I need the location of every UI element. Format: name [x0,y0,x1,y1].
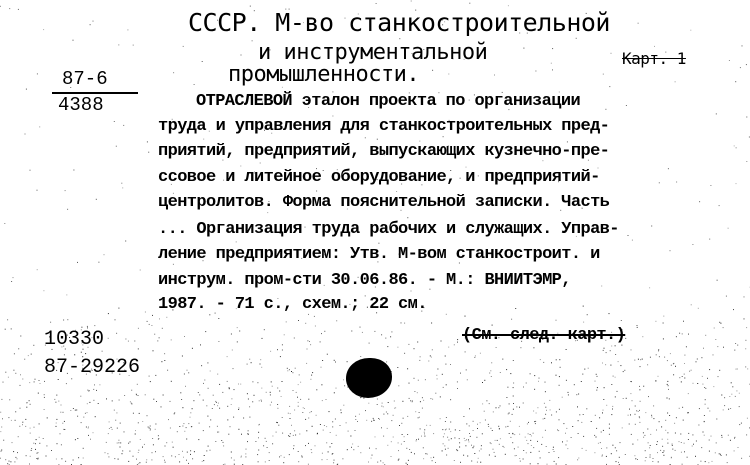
body-line-2: труда и управления для станкостроительных пред- [158,117,610,136]
accession-number: 87-29226 [44,356,141,379]
body-line-3: приятий, предприятий, выпускающих кузнечно-пре- [158,142,610,161]
shelf-mark-bottom: 4388 [58,94,104,116]
body-line-4: ссовое и литейное оборудование, и предприятий- [158,168,600,187]
continuation-note: (См. след. карт.) [462,326,626,345]
body-line-5: центролитов. Форма пояснительной записки. Часть [158,193,610,212]
body-line-1: ОТРАСЛЕВОЙ эталон проекта по организации [196,92,581,111]
handwritten-heading-line-3: промышленности. [228,62,420,87]
handwritten-heading-line-2: и инструментальной [258,40,488,65]
handwritten-heading-line-1: СССР. М-во станкостроительной [188,8,610,37]
inventory-number: 10330 [44,328,105,351]
card-number: Карт. 1 [622,49,686,68]
body-line-7: ление предприятием: Утв. М-вом станкострoит. и [158,245,600,264]
body-line-8: инструм. пром-сти 30.06.86. - М.: ВНИИТЭМР, [158,271,571,290]
shelf-mark-top: 87-6 [62,68,108,90]
body-line-6: ... Организация труда рабочих и служащих. Управ- [158,220,619,239]
body-line-9: 1987. - 71 с., схем.; 22 см. [158,295,427,314]
